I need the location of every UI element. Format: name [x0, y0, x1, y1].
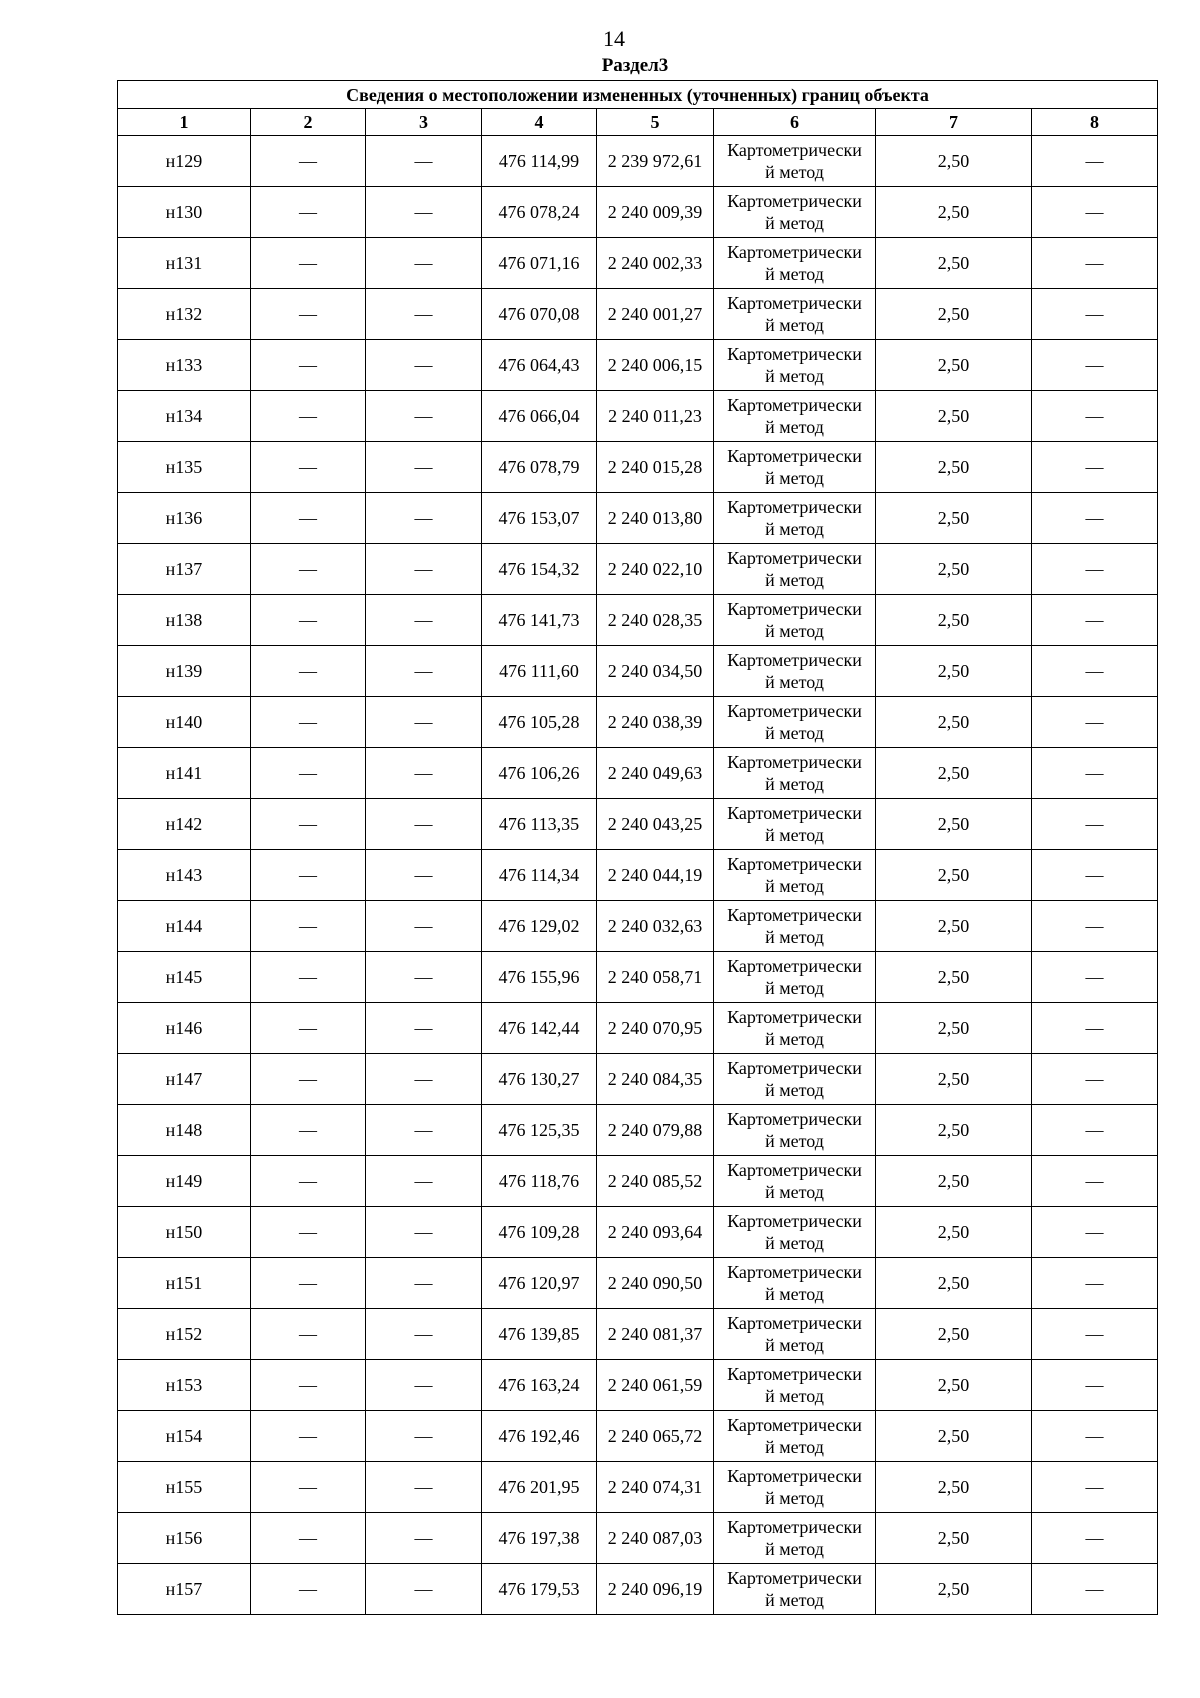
y-coordinate-cell: 2 240 043,25 [597, 799, 714, 850]
method-cell: Картометрически й метод [714, 850, 876, 901]
table-caption: Сведения о местоположении измененных (уточненных) границ объекта [118, 81, 1158, 109]
x-coordinate-cell: 476 114,34 [482, 850, 597, 901]
col-3-value-cell: — [366, 1003, 482, 1054]
col-3-value-cell: — [366, 1513, 482, 1564]
x-coordinate-cell: 476 153,07 [482, 493, 597, 544]
x-coordinate-cell: 476 130,27 [482, 1054, 597, 1105]
section-title: Раздел3 [601, 55, 669, 76]
col-2-value-cell: — [251, 1513, 366, 1564]
method-cell: Картометрически й метод [714, 595, 876, 646]
method-cell: Картометрически й метод [714, 1003, 876, 1054]
col-3-value-cell: — [366, 1207, 482, 1258]
x-coordinate-cell: 476 163,24 [482, 1360, 597, 1411]
accuracy-cell: 2,50 [876, 1105, 1032, 1156]
col-3-value-cell: — [366, 697, 482, 748]
col-2-value-cell: — [251, 1462, 366, 1513]
point-name-cell: н139 [118, 646, 251, 697]
y-coordinate-cell: 2 240 015,28 [597, 442, 714, 493]
table-row [118, 1360, 1158, 1411]
col-3-value-cell: — [366, 187, 482, 238]
x-coordinate-cell: 476 192,46 [482, 1411, 597, 1462]
col-3-value-cell: — [366, 952, 482, 1003]
accuracy-cell: 2,50 [876, 697, 1032, 748]
table-row [118, 1411, 1158, 1462]
page-number: 14 [603, 26, 625, 51]
col-2-value-cell: — [251, 646, 366, 697]
method-cell: Картометрически й метод [714, 901, 876, 952]
point-name-cell: н137 [118, 544, 251, 595]
y-coordinate-cell: 2 240 084,35 [597, 1054, 714, 1105]
col-2-value-cell: — [251, 595, 366, 646]
y-coordinate-cell: 2 240 013,80 [597, 493, 714, 544]
x-coordinate-cell: 476 155,96 [482, 952, 597, 1003]
point-name-cell: н132 [118, 289, 251, 340]
accuracy-cell: 2,50 [876, 1513, 1032, 1564]
col-3-value-cell: — [366, 1462, 482, 1513]
point-name-cell: н148 [118, 1105, 251, 1156]
point-name-cell: н152 [118, 1309, 251, 1360]
point-name-cell: н141 [118, 748, 251, 799]
x-coordinate-cell: 476 078,24 [482, 187, 597, 238]
col-3-value-cell: — [366, 544, 482, 595]
col-2-value-cell: — [251, 697, 366, 748]
col-3-value-cell: — [366, 493, 482, 544]
col-2-value-cell: — [251, 136, 366, 187]
table-row [118, 340, 1158, 391]
col-8-value-cell: — [1032, 901, 1158, 952]
col-8-value-cell: — [1032, 595, 1158, 646]
col-8-value-cell: — [1032, 289, 1158, 340]
col-3-value-cell: — [366, 238, 482, 289]
table-row [118, 646, 1158, 697]
col-8-value-cell: — [1032, 1054, 1158, 1105]
point-name-cell: н155 [118, 1462, 251, 1513]
table-body [118, 136, 1158, 1615]
col-2-value-cell: — [251, 1105, 366, 1156]
accuracy-cell: 2,50 [876, 493, 1032, 544]
y-coordinate-cell: 2 240 096,19 [597, 1564, 714, 1615]
col-2-value-cell: — [251, 1156, 366, 1207]
point-name-cell: н144 [118, 901, 251, 952]
table-row [118, 238, 1158, 289]
table-row [118, 391, 1158, 442]
point-name-cell: н150 [118, 1207, 251, 1258]
x-coordinate-cell: 476 111,60 [482, 646, 597, 697]
y-coordinate-cell: 2 240 085,52 [597, 1156, 714, 1207]
point-name-cell: н147 [118, 1054, 251, 1105]
y-coordinate-cell: 2 240 061,59 [597, 1360, 714, 1411]
method-cell: Картометрически й метод [714, 1462, 876, 1513]
y-coordinate-cell: 2 240 058,71 [597, 952, 714, 1003]
col-2-value-cell: — [251, 952, 366, 1003]
point-name-cell: н140 [118, 697, 251, 748]
table-row [118, 697, 1158, 748]
column-header: 3 [366, 109, 482, 136]
col-8-value-cell: — [1032, 1003, 1158, 1054]
x-coordinate-cell: 476 179,53 [482, 1564, 597, 1615]
table-row [118, 544, 1158, 595]
col-3-value-cell: — [366, 1411, 482, 1462]
col-8-value-cell: — [1032, 136, 1158, 187]
x-coordinate-cell: 476 201,95 [482, 1462, 597, 1513]
col-8-value-cell: — [1032, 1462, 1158, 1513]
accuracy-cell: 2,50 [876, 187, 1032, 238]
col-3-value-cell: — [366, 748, 482, 799]
table-row [118, 1462, 1158, 1513]
col-2-value-cell: — [251, 1054, 366, 1105]
x-coordinate-cell: 476 197,38 [482, 1513, 597, 1564]
point-name-cell: н138 [118, 595, 251, 646]
method-cell: Картометрически й метод [714, 1564, 876, 1615]
method-cell: Картометрически й метод [714, 1513, 876, 1564]
col-8-value-cell: — [1032, 1105, 1158, 1156]
x-coordinate-cell: 476 141,73 [482, 595, 597, 646]
col-8-value-cell: — [1032, 238, 1158, 289]
col-8-value-cell: — [1032, 442, 1158, 493]
column-header: 6 [714, 109, 876, 136]
col-2-value-cell: — [251, 1003, 366, 1054]
y-coordinate-cell: 2 240 028,35 [597, 595, 714, 646]
point-name-cell: н146 [118, 1003, 251, 1054]
y-coordinate-cell: 2 240 022,10 [597, 544, 714, 595]
point-name-cell: н145 [118, 952, 251, 1003]
col-2-value-cell: — [251, 1207, 366, 1258]
accuracy-cell: 2,50 [876, 442, 1032, 493]
table-row [118, 1003, 1158, 1054]
table-row [118, 901, 1158, 952]
accuracy-cell: 2,50 [876, 850, 1032, 901]
column-header: 7 [876, 109, 1032, 136]
method-cell: Картометрически й метод [714, 1054, 876, 1105]
col-8-value-cell: — [1032, 340, 1158, 391]
column-header: 1 [118, 109, 251, 136]
x-coordinate-cell: 476 142,44 [482, 1003, 597, 1054]
y-coordinate-cell: 2 240 009,39 [597, 187, 714, 238]
method-cell: Картометрически й метод [714, 1309, 876, 1360]
table-row [118, 1564, 1158, 1615]
col-8-value-cell: — [1032, 187, 1158, 238]
point-name-cell: н136 [118, 493, 251, 544]
y-coordinate-cell: 2 240 002,33 [597, 238, 714, 289]
method-cell: Картометрически й метод [714, 1411, 876, 1462]
col-8-value-cell: — [1032, 646, 1158, 697]
col-8-value-cell: — [1032, 1411, 1158, 1462]
method-cell: Картометрически й метод [714, 799, 876, 850]
col-3-value-cell: — [366, 646, 482, 697]
table-row [118, 1309, 1158, 1360]
method-cell: Картометрически й метод [714, 442, 876, 493]
col-3-value-cell: — [366, 1105, 482, 1156]
y-coordinate-cell: 2 240 001,27 [597, 289, 714, 340]
col-2-value-cell: — [251, 1360, 366, 1411]
y-coordinate-cell: 2 240 081,37 [597, 1309, 714, 1360]
col-8-value-cell: — [1032, 952, 1158, 1003]
col-2-value-cell: — [251, 544, 366, 595]
y-coordinate-cell: 2 240 093,64 [597, 1207, 714, 1258]
x-coordinate-cell: 476 105,28 [482, 697, 597, 748]
col-8-value-cell: — [1032, 493, 1158, 544]
accuracy-cell: 2,50 [876, 1156, 1032, 1207]
accuracy-cell: 2,50 [876, 340, 1032, 391]
x-coordinate-cell: 476 109,28 [482, 1207, 597, 1258]
table-row [118, 1513, 1158, 1564]
method-cell: Картометрически й метод [714, 187, 876, 238]
accuracy-cell: 2,50 [876, 1360, 1032, 1411]
y-coordinate-cell: 2 239 972,61 [597, 136, 714, 187]
col-3-value-cell: — [366, 1156, 482, 1207]
table-row [118, 1207, 1158, 1258]
x-coordinate-cell: 476 154,32 [482, 544, 597, 595]
table-row [118, 850, 1158, 901]
method-cell: Картометрически й метод [714, 1360, 876, 1411]
col-3-value-cell: — [366, 595, 482, 646]
point-name-cell: н131 [118, 238, 251, 289]
accuracy-cell: 2,50 [876, 1054, 1032, 1105]
method-cell: Картометрически й метод [714, 544, 876, 595]
col-8-value-cell: — [1032, 1309, 1158, 1360]
point-name-cell: н142 [118, 799, 251, 850]
col-2-value-cell: — [251, 391, 366, 442]
point-name-cell: н129 [118, 136, 251, 187]
x-coordinate-cell: 476 125,35 [482, 1105, 597, 1156]
method-cell: Картометрически й метод [714, 1105, 876, 1156]
x-coordinate-cell: 476 114,99 [482, 136, 597, 187]
x-coordinate-cell: 476 071,16 [482, 238, 597, 289]
table-row [118, 748, 1158, 799]
table-row [118, 799, 1158, 850]
col-8-value-cell: — [1032, 799, 1158, 850]
y-coordinate-cell: 2 240 038,39 [597, 697, 714, 748]
accuracy-cell: 2,50 [876, 799, 1032, 850]
col-3-value-cell: — [366, 391, 482, 442]
accuracy-cell: 2,50 [876, 289, 1032, 340]
col-2-value-cell: — [251, 187, 366, 238]
y-coordinate-cell: 2 240 006,15 [597, 340, 714, 391]
accuracy-cell: 2,50 [876, 748, 1032, 799]
accuracy-cell: 2,50 [876, 544, 1032, 595]
x-coordinate-cell: 476 120,97 [482, 1258, 597, 1309]
y-coordinate-cell: 2 240 074,31 [597, 1462, 714, 1513]
table-row [118, 1156, 1158, 1207]
accuracy-cell: 2,50 [876, 1411, 1032, 1462]
col-2-value-cell: — [251, 748, 366, 799]
col-2-value-cell: — [251, 1258, 366, 1309]
table-row [118, 595, 1158, 646]
point-name-cell: н157 [118, 1564, 251, 1615]
method-cell: Картометрически й метод [714, 238, 876, 289]
table-row [118, 952, 1158, 1003]
table-row [118, 136, 1158, 187]
col-3-value-cell: — [366, 1054, 482, 1105]
col-2-value-cell: — [251, 442, 366, 493]
col-2-value-cell: — [251, 340, 366, 391]
col-8-value-cell: — [1032, 850, 1158, 901]
col-2-value-cell: — [251, 1309, 366, 1360]
point-name-cell: н149 [118, 1156, 251, 1207]
col-2-value-cell: — [251, 901, 366, 952]
method-cell: Картометрически й метод [714, 1258, 876, 1309]
x-coordinate-cell: 476 129,02 [482, 901, 597, 952]
y-coordinate-cell: 2 240 070,95 [597, 1003, 714, 1054]
accuracy-cell: 2,50 [876, 1309, 1032, 1360]
col-3-value-cell: — [366, 442, 482, 493]
y-coordinate-cell: 2 240 034,50 [597, 646, 714, 697]
table-caption-row [118, 81, 1158, 109]
col-3-value-cell: — [366, 799, 482, 850]
col-2-value-cell: — [251, 799, 366, 850]
point-name-cell: н153 [118, 1360, 251, 1411]
column-header: 8 [1032, 109, 1158, 136]
method-cell: Картометрически й метод [714, 493, 876, 544]
y-coordinate-cell: 2 240 090,50 [597, 1258, 714, 1309]
y-coordinate-cell: 2 240 079,88 [597, 1105, 714, 1156]
y-coordinate-cell: 2 240 011,23 [597, 391, 714, 442]
table-row [118, 1054, 1158, 1105]
accuracy-cell: 2,50 [876, 1564, 1032, 1615]
x-coordinate-cell: 476 078,79 [482, 442, 597, 493]
accuracy-cell: 2,50 [876, 391, 1032, 442]
col-3-value-cell: — [366, 1258, 482, 1309]
method-cell: Картометрически й метод [714, 697, 876, 748]
accuracy-cell: 2,50 [876, 1207, 1032, 1258]
col-8-value-cell: — [1032, 697, 1158, 748]
table-row [118, 187, 1158, 238]
method-cell: Картометрически й метод [714, 1207, 876, 1258]
accuracy-cell: 2,50 [876, 238, 1032, 289]
col-8-value-cell: — [1032, 1156, 1158, 1207]
col-3-value-cell: — [366, 1564, 482, 1615]
method-cell: Картометрически й метод [714, 340, 876, 391]
method-cell: Картометрически й метод [714, 136, 876, 187]
col-8-value-cell: — [1032, 544, 1158, 595]
table-row [118, 1258, 1158, 1309]
accuracy-cell: 2,50 [876, 646, 1032, 697]
y-coordinate-cell: 2 240 065,72 [597, 1411, 714, 1462]
col-3-value-cell: — [366, 850, 482, 901]
column-header: 5 [597, 109, 714, 136]
method-cell: Картометрически й метод [714, 391, 876, 442]
y-coordinate-cell: 2 240 049,63 [597, 748, 714, 799]
col-2-value-cell: — [251, 289, 366, 340]
col-2-value-cell: — [251, 238, 366, 289]
x-coordinate-cell: 476 139,85 [482, 1309, 597, 1360]
point-name-cell: н134 [118, 391, 251, 442]
x-coordinate-cell: 476 113,35 [482, 799, 597, 850]
y-coordinate-cell: 2 240 087,03 [597, 1513, 714, 1564]
point-name-cell: н133 [118, 340, 251, 391]
col-2-value-cell: — [251, 1411, 366, 1462]
method-cell: Картометрически й метод [714, 748, 876, 799]
col-8-value-cell: — [1032, 1513, 1158, 1564]
col-8-value-cell: — [1032, 748, 1158, 799]
x-coordinate-cell: 476 106,26 [482, 748, 597, 799]
coordinates-table [117, 80, 1158, 1615]
x-coordinate-cell: 476 070,08 [482, 289, 597, 340]
col-3-value-cell: — [366, 340, 482, 391]
point-name-cell: н156 [118, 1513, 251, 1564]
method-cell: Картометрически й метод [714, 646, 876, 697]
table-row [118, 1105, 1158, 1156]
column-header: 4 [482, 109, 597, 136]
table-row [118, 289, 1158, 340]
col-3-value-cell: — [366, 901, 482, 952]
accuracy-cell: 2,50 [876, 952, 1032, 1003]
accuracy-cell: 2,50 [876, 1462, 1032, 1513]
col-2-value-cell: — [251, 850, 366, 901]
col-3-value-cell: — [366, 136, 482, 187]
col-2-value-cell: — [251, 1564, 366, 1615]
col-3-value-cell: — [366, 289, 482, 340]
table-row [118, 442, 1158, 493]
col-8-value-cell: — [1032, 1207, 1158, 1258]
method-cell: Картометрически й метод [714, 289, 876, 340]
col-8-value-cell: — [1032, 1258, 1158, 1309]
x-coordinate-cell: 476 118,76 [482, 1156, 597, 1207]
accuracy-cell: 2,50 [876, 595, 1032, 646]
point-name-cell: н143 [118, 850, 251, 901]
point-name-cell: н151 [118, 1258, 251, 1309]
accuracy-cell: 2,50 [876, 901, 1032, 952]
x-coordinate-cell: 476 066,04 [482, 391, 597, 442]
table-row [118, 493, 1158, 544]
y-coordinate-cell: 2 240 044,19 [597, 850, 714, 901]
column-header: 2 [251, 109, 366, 136]
col-8-value-cell: — [1032, 391, 1158, 442]
accuracy-cell: 2,50 [876, 1258, 1032, 1309]
point-name-cell: н135 [118, 442, 251, 493]
method-cell: Картометрически й метод [714, 1156, 876, 1207]
point-name-cell: н154 [118, 1411, 251, 1462]
accuracy-cell: 2,50 [876, 136, 1032, 187]
col-3-value-cell: — [366, 1309, 482, 1360]
accuracy-cell: 2,50 [876, 1003, 1032, 1054]
method-cell: Картометрически й метод [714, 952, 876, 1003]
col-8-value-cell: — [1032, 1360, 1158, 1411]
point-name-cell: н130 [118, 187, 251, 238]
col-3-value-cell: — [366, 1360, 482, 1411]
y-coordinate-cell: 2 240 032,63 [597, 901, 714, 952]
col-2-value-cell: — [251, 493, 366, 544]
x-coordinate-cell: 476 064,43 [482, 340, 597, 391]
col-8-value-cell: — [1032, 1564, 1158, 1615]
column-number-row [118, 109, 1158, 136]
